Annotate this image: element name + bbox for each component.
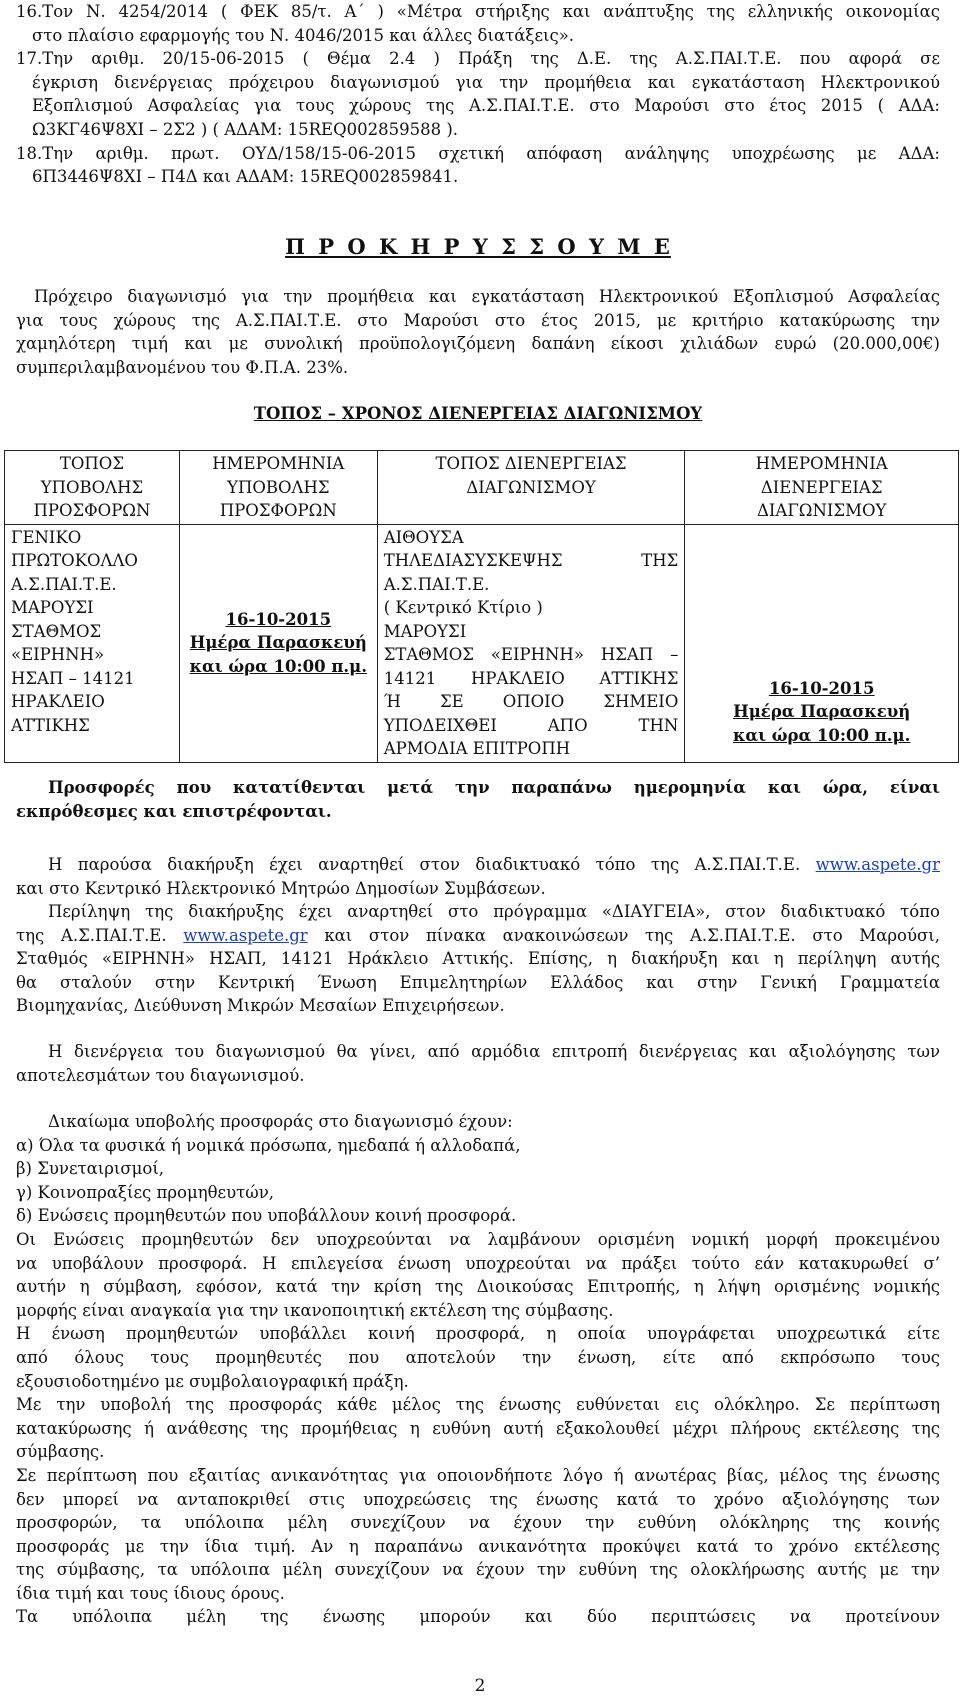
posting2-text-b: και στον πίνακα ανακοινώσεων της Α.Σ.ΠΑΙ.Τ.Ε. στο Μαρούσι, <box>307 925 940 945</box>
cell-line: ΤΟΠΟΣ ΔΙΕΝΕΡΓΕΙΑΣ <box>435 454 627 473</box>
body-line: σύμβασης. <box>16 1442 105 1462</box>
item-line: έγκριση διενέργειας πρόχειρου διαγωνισμού για την προμήθεια και εγκατάσταση Ηλεκτρονικού <box>32 72 940 92</box>
cell-line: Α.Σ.ΠΑΙ.Τ.Ε. <box>383 574 490 594</box>
item-line: 18.Την αριθμ. πρωτ. ΟΥΔ/158/15-06-2015 σχετική απόφαση ανάληψης υποχρέωσης με ΑΔΑ: <box>16 143 940 163</box>
page-number: 2 <box>474 1676 486 1696</box>
cell-line: ( Κεντρικό Κτίριο ) <box>383 598 543 617</box>
posting1-line2: και στο Κεντρικό Ηλεκτρονικό Μητρώο Δημοσίων Συμβάσεων. <box>16 878 546 898</box>
body-line: από όλους τους προμηθευτές που αποτελούν την ένωση, είτε από εκπρόσωπο τους <box>16 1347 940 1367</box>
eligibility-intro: Δικαίωμα υποβολής προσφοράς στο διαγωνισμό έχουν: <box>48 1112 513 1131</box>
cell-line: ΣΤΑΘΜΟΣ «ΕΙΡΗΝΗ» ΗΣΑΠ – <box>383 645 679 664</box>
cell-line: ΗΣΑΠ – 14121 <box>11 668 135 688</box>
header-date-conduct <box>685 451 959 525</box>
legal-basis-item <box>16 142 940 189</box>
eligibility-item: α) Όλα τα φυσικά ή νομικά πρόσωπα, ημεδαπά ή αλλοδαπά, <box>16 1135 521 1155</box>
posting-paragraph-2 <box>16 900 940 1018</box>
cell-line: «ΕΙΡΗΝΗ» <box>11 645 105 664</box>
table-row <box>5 524 959 762</box>
posting1-text: Η παρούσα διακήρυξη έχει αναρτηθεί στον διαδικτυακό τόπο της Α.Σ.ΠΑΙ.Τ.Ε. <box>48 855 816 874</box>
cell-place-conduct <box>377 524 685 762</box>
cell-line: ΗΡΑΚΛΕΙΟ <box>11 692 105 711</box>
cell-line: 14121 ΗΡΑΚΛΕΙΟ ΑΤΤΙΚΗΣ <box>383 668 679 688</box>
body-line: αυτήν η σύμβαση, εφόσον, κατά την κρίση της Διοικούσας Επιτροπής, η λήψη ορισμένης νομικής <box>16 1277 940 1297</box>
posting2-line1: Περίληψη της διακήρυξης έχει αναρτηθεί στο πρόγραμμα «ΔΙΑΥΓΕΙΑ», στον διαδικτυακό τόπο <box>48 902 940 921</box>
late-offers-line: Προσφορές που κατατίθενται μετά την παραπάνω ημερομηνία και ώρα, είναι <box>48 778 940 797</box>
cell-date-submission <box>179 524 377 762</box>
cell-line: ΥΠΟΒΟΛΗΣ <box>40 477 144 497</box>
cell-line: Ημέρα Παρασκευή <box>189 633 367 653</box>
cell-line: ΠΡΩΤΟΚΟΛΛΟ <box>11 551 138 570</box>
schedule-title: ΤΟΠΟΣ – ΧΡΟΝΟΣ ΔΙΕΝΕΡΓΕΙΑΣ ΔΙΑΓΩΝΙΣΜΟΥ <box>253 404 703 423</box>
cell-line: ΔΙΑΓΩΝΙΣΜΟΥ <box>756 501 887 520</box>
announcement-heading: Π Ρ Ο Κ Η Ρ Υ Σ Σ Ο Υ Μ Ε <box>285 234 671 259</box>
cell-line: ΔΙΑΓΩΝΙΣΜΟΥ <box>466 477 596 497</box>
intro-paragraph <box>16 285 940 379</box>
eligibility-item: β) Συνεταιρισμοί, <box>16 1159 165 1179</box>
legal-basis-item <box>16 0 940 47</box>
posting2-text-a: της Α.Σ.ΠΑΙ.Τ.Ε. <box>16 925 184 945</box>
cell-line: και ώρα 10:00 π.μ. <box>733 725 911 745</box>
body-line: εξουσιοδοτημένο με συμβολαιογραφική πράξη. <box>16 1371 409 1391</box>
item-line: Εξοπλισμού Ασφαλείας για τους χώρους της Α.Σ.ΠΑΙ.Τ.Ε. στο Μαρούσι στο έτος 2015 ( ΑΔΑ: <box>32 96 940 116</box>
cell-line: ΑΡΜΟΔΙΑ ΕΠΙΤΡΟΠΗ <box>383 739 571 758</box>
legal-basis-item <box>16 47 940 141</box>
posting-paragraph-1 <box>16 853 940 900</box>
cell-line: Ημέρα Παρασκευή <box>733 702 911 721</box>
intro-line: χαμηλότερη τιμή και με συνολική προϋπολογιζόμενη δαπάνη είκοσι χιλιάδων ευρώ (20.000,00€) <box>16 334 940 354</box>
intro-line: για τους χώρους της Α.Σ.ΠΑΙ.Τ.Ε. στο Μαρούσι στο έτος 2015, με κριτήριο κατακύρωσης την <box>16 310 940 330</box>
cell-line: ΑΙΘΟΥΣΑ <box>383 527 464 547</box>
header-place-submission <box>5 451 180 525</box>
eligibility-section <box>16 1110 940 1629</box>
body-line: Η ένωση προμηθευτών υποβάλλει κοινή προσφορά, η οποία υπογράφεται υποχρεωτικά είτε <box>16 1324 940 1344</box>
item-line: Ω3ΚΓ46Ψ8ΧΙ – 2Σ2 ) ( ΑΔΑΜ: 15REQ002859588 ). <box>32 119 459 139</box>
header-place-conduct <box>377 451 685 525</box>
late-offers-notice <box>16 776 940 823</box>
body-line: της σύμβασης, τα υπόλοιπα μέλη συνεχίζουν να έχουν την ευθύνη της ολοκλήρωσης αυτής με την <box>16 1560 940 1580</box>
cell-line: ΤΗΛΕΔΙΑΣΥΣΚΕΨΗΣ ΤΗΣ <box>383 551 679 570</box>
cell-line: 16-10-2015 <box>768 678 875 698</box>
committee-line: Η διενέργεια του διαγωνισμού θα γίνει, από αρμόδια επιτροπή διενέργειας και αξιολόγησης των <box>48 1042 940 1061</box>
cell-line: 16-10-2015 <box>225 609 332 629</box>
body-line: να υποβάλουν προσφορά. Η επιλεγείσα ένωση υποχρεούται να πράξει τούτο εάν κατακυρωθεί σ’ <box>16 1253 940 1273</box>
posting2-line: θα σταλούν στην Κεντρική Ένωση Επιμελητηρίων Ελλάδος και στην Γενική Γραμματεία <box>16 972 940 992</box>
late-offers-line: εκπρόθεσμες και επιστρέφονται. <box>16 801 332 821</box>
cell-line: και ώρα 10:00 π.μ. <box>189 656 367 676</box>
committee-line: αποτελεσμάτων του διαγωνισμού. <box>16 1065 305 1085</box>
item-line: 6Π3446Ψ8ΧΙ – Π4Δ και ΑΔΑΜ: 15REQ002859841. <box>32 167 459 187</box>
cell-line: ΥΠΟΒΟΛΗΣ <box>227 477 330 497</box>
body-line: δεν μπορεί να ανταποκριθεί στις υποχρεώσεις της ένωσης κατά το χρόνο αξιολόγησης των <box>16 1489 940 1509</box>
intro-line: συμπεριλαμβανομένου του Φ.Π.Α. 23%. <box>16 357 349 377</box>
cell-line: Ή ΣΕ ΟΠΟΙΟ ΣΗΜΕΙΟ <box>383 692 679 711</box>
item-line: στο πλαίσιο εφαρμογής του Ν. 4046/2015 και άλλες διατάξεις». <box>32 25 575 45</box>
body-line: Τα υπόλοιπα μέλη της ένωσης μπορούν και δύο περιπτώσεις να προτείνουν <box>16 1607 940 1627</box>
header-date-submission <box>179 451 377 525</box>
body-line: προσφορών, τα υπόλοιπα μέλη συνεχίζουν να έχουν την ευθύνη ολόκληρης της κοινής <box>16 1513 940 1533</box>
cell-line: ΗΜΕΡΟΜΗΝΙΑ <box>212 454 345 473</box>
item-line: 17.Την αριθμ. 20/15-06-2015 ( Θέμα 2.4 ) Πράξη της Δ.Ε. της Α.Σ.ΠΑΙ.Τ.Ε. που αφορά σε <box>16 49 940 69</box>
body-line: μορφής είναι αναγκαία για την ικανοποιητική εκτέλεση της σύμβασης. <box>16 1300 614 1320</box>
body-line: Οι Ενώσεις προμηθευτών δεν υποχρεούνται να λαμβάνουν ορισμένη νομική μορφή προκειμένου <box>16 1229 940 1249</box>
aspete-link-2[interactable]: www.aspete.gr <box>183 925 308 945</box>
cell-line: ΗΜΕΡΟΜΗΝΙΑ <box>755 454 888 473</box>
cell-line: ΜΑΡΟΥΣΙ <box>11 598 94 617</box>
cell-line: ΑΤΤΙΚΗΣ <box>11 715 90 735</box>
intro-line: Πρόχειρο διαγωνισμό για την προμήθεια και εγκατάσταση Ηλεκτρονικού Εξοπλισμού Ασφαλείας <box>34 287 940 306</box>
cell-place-submission <box>5 524 180 762</box>
body-line: κατακύρωσης ή ανάθεσης της προμήθειας η ευθύνη αυτή εξακολουθεί μέχρι πλήρους εκτέλεσης της <box>16 1418 940 1438</box>
body-line: ίδια τιμή και τους ίδιους όρους. <box>16 1583 285 1603</box>
aspete-link[interactable]: www.aspete.gr <box>815 855 940 874</box>
cell-line: ΠΡΟΣΦΟΡΩΝ <box>33 501 151 520</box>
eligibility-item: δ) Ενώσεις προμηθευτών που υποβάλλουν κοινή προσφορά. <box>16 1206 517 1226</box>
posting2-line: Σταθμός «ΕΙΡΗΝΗ» ΗΣΑΠ, 14121 Ηράκλειο Αττικής. Επίσης, η διακήρυξη και η περίληψη αυτής <box>16 949 940 969</box>
cell-line: ΥΠΟΔΕΙΧΘΕΙ ΑΠΟ ΤΗΝ <box>383 715 679 735</box>
table-header-row <box>5 451 959 525</box>
body-line: Με την υποβολή της προσφοράς κάθε μέλος της ένωσης ευθύνεται εις ολόκληρο. Σε περίπτωση <box>16 1395 940 1415</box>
cell-line: ΓΕΝΙΚΟ <box>11 527 82 547</box>
body-line: Σε περίπτωση που εξαιτίας ανικανότητας για οποιονδήποτε λόγο ή ανωτέρας βίας, μέλος της ένωσης <box>16 1465 940 1485</box>
legal-basis-list <box>16 0 940 189</box>
item-line: 16.Τον Ν. 4254/2014 ( ΦΕΚ 85/τ. Α΄ ) «Μέτρα στήριξης και ανάπτυξης της ελληνικής οικονομίας <box>16 2 940 21</box>
body-line: προσφοράς με την ίδια τιμή. Αν η παραπάνω ανικανότητα προκύψει κατά το χρόνο εκτέλεσης <box>16 1536 940 1556</box>
cell-line: Α.Σ.ΠΑΙ.Τ.Ε. <box>11 574 117 594</box>
cell-date-conduct <box>685 524 959 762</box>
eligibility-item: γ) Κοινοπραξίες προμηθευτών, <box>16 1182 274 1202</box>
committee-paragraph <box>16 1040 940 1087</box>
schedule-table <box>4 450 959 763</box>
cell-line: ΠΡΟΣΦΟΡΩΝ <box>219 501 337 520</box>
cell-line: ΜΑΡΟΥΣΙ <box>383 621 467 641</box>
posting2-line: Βιομηχανίας, Διεύθυνση Μικρών Μεσαίων Επιχειρήσεων. <box>16 996 505 1016</box>
cell-line: ΔΙΕΝΕΡΓΕΙΑΣ <box>760 477 883 497</box>
cell-line: ΣΤΑΘΜΟΣ <box>11 621 102 641</box>
cell-line: ΤΟΠΟΣ <box>59 454 124 473</box>
